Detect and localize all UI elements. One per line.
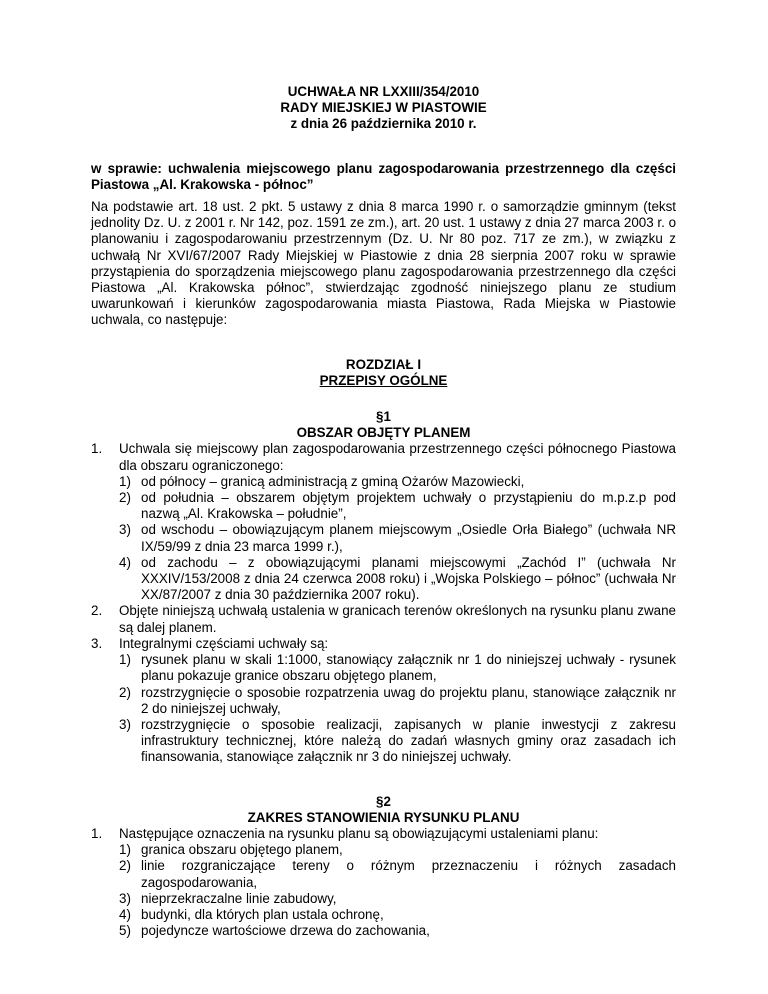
sub-list-item-text: od wschodu – obowiązującym planem miejscowym „Osiedle Orła Białego” (uchwała NR IX/59/99 z dnia 23 marca 1999 r.), <box>141 522 676 554</box>
chapter-heading <box>91 357 676 389</box>
sub-list-item-number: 1) <box>119 652 131 668</box>
sub-list-item <box>119 907 676 923</box>
resolution-date: z dnia 26 października 2010 r. <box>290 116 477 132</box>
sub-list <box>119 474 676 604</box>
section-2-number: §2 <box>376 793 391 809</box>
section-1-heading <box>91 409 676 441</box>
section-1-title: OBSZAR OBJĘTY PLANEM <box>296 425 471 441</box>
list-item <box>91 636 676 766</box>
list-item-number: 2. <box>91 603 103 619</box>
chapter-title: ROZDZIAŁ I <box>345 356 422 372</box>
sub-list-item-text: budynki, dla których plan ustala ochronę, <box>141 906 384 922</box>
sub-list-item-number: 2) <box>119 684 131 700</box>
sub-list-item <box>119 474 676 490</box>
sub-list-item-number: 1) <box>119 473 131 489</box>
sub-list-item-text: rysunek planu w skali 1:1000, stanowiący załącznik nr 1 do niniejszej uchwały - rysunek planu pokazuje granice obszaru objętego planem, <box>141 652 676 684</box>
sub-list-item-text: od północy – granicą administracją z gminą Ożarów Mazowiecki, <box>141 473 525 489</box>
sub-list-item <box>119 923 676 939</box>
sub-list-item-number: 4) <box>119 906 131 922</box>
sub-list-item-text: linie rozgraniczające tereny o różnym przeznaczeniu i różnych zasadach zagospodarowania, <box>141 858 676 890</box>
sub-list-item <box>119 717 676 766</box>
sub-list-item-text: rozstrzygnięcie o sposobie realizacji, zapisanych w planie inwestycji z zakresu infrastruktury technicznej, które należą do zadań własnych gminy oraz zasadach ich finansowania, stanowiące załącznik nr 3 do niniejszej uchwały. <box>141 716 676 765</box>
resolution-subject: w sprawie: uchwalenia miejscowego planu zagospodarowania przestrzennego dla części Piastowa „Al. Krakowska - północ” <box>91 160 676 192</box>
section-1-number: §1 <box>376 409 391 425</box>
resolution-header <box>91 84 676 133</box>
sub-list-item-text: granica obszaru objętego planem, <box>141 842 343 858</box>
sub-list-item-number: 1) <box>119 842 131 858</box>
sub-list-item <box>119 891 676 907</box>
sub-list-item <box>119 652 676 684</box>
preamble: Na podstawie art. 18 ust. 2 pkt. 5 ustawy z dnia 8 marca 1990 r. o samorządzie gminnym (tekst jednolity Dz. U. z 2001 r. Nr 142, poz. 1591 ze zm.), art. 20 ust. 1 ustawy z dnia 27 marca 2003 r. o planowaniu i zagospodarowaniu przestrzennym (Dz. U. Nr 80 poz. 717 ze zm.), w związku z uchwałą Nr XVI/67/2007 Rady Miejskiej w Piastowie z dnia 28 sierpnia 2007 roku w sprawie przystąpienia do sporządzenia miejscowego planu zagospodarowania przestrzennego dla części Piastowa „Al. Krakowska północ”, stwierdzając zgodność niniejszego planu ze studium uwarunkowań i kierunków zagospodarowania miasta Piastowa, Rada Miejska w Piastowie uchwala, co następuje: <box>91 199 677 328</box>
list-item-text: Następujące oznaczenia na rysunku planu są obowiązującymi ustaleniami planu: <box>119 825 599 841</box>
section-2-list <box>91 826 676 939</box>
sub-list-item <box>119 522 676 554</box>
council-name: RADY MIEJSKIEJ W PIASTOWIE <box>280 100 487 116</box>
sub-list-item <box>119 842 676 858</box>
section-2-heading <box>91 794 676 826</box>
sub-list-item <box>119 490 676 522</box>
list-item <box>91 603 676 635</box>
sub-list-item-text: nieprzekraczalne linie zabudowy, <box>141 890 337 906</box>
section-2-title: ZAKRES STANOWIENIA RYSUNKU PLANU <box>247 809 520 825</box>
sub-list-item-number: 3) <box>119 890 131 906</box>
sub-list-item-number: 3) <box>119 716 131 732</box>
sub-list <box>119 842 676 939</box>
sub-list-item-number: 2) <box>119 858 131 874</box>
list-item-text: Uchwala się miejscowy plan zagospodarowania przestrzennego części północnego Piastowa dla obszaru ograniczonego: <box>119 441 676 473</box>
list-item-number: 1. <box>91 825 103 841</box>
list-item <box>91 826 676 939</box>
list-item-number: 1. <box>91 441 103 457</box>
sub-list-item-number: 2) <box>119 490 131 506</box>
sub-list-item-text: rozstrzygnięcie o sposobie rozpatrzenia uwag do projektu planu, stanowiące załącznik nr 2 do niniejszej uchwały, <box>141 684 676 716</box>
sub-list-item-number: 5) <box>119 923 131 939</box>
sub-list-item-number: 4) <box>119 554 131 570</box>
document-page <box>91 84 676 939</box>
sub-list-item-text: od południa – obszarem objętym projektem uchwały o przystąpieniu do m.p.z.p pod nazwą „Al. Krakowska – południe”, <box>141 490 676 522</box>
list-item-text: Integralnymi częściami uchwały są: <box>119 635 329 651</box>
sub-list-item <box>119 858 676 890</box>
sub-list-item-text: pojedyncze wartościowe drzewa do zachowania, <box>141 923 430 939</box>
chapter-subtitle: PRZEPISY OGÓLNE <box>319 372 448 388</box>
list-item-text: Objęte niniejszą uchwałą ustalenia w granicach terenów określonych na rysunku planu zwane są dalej planem. <box>119 603 676 635</box>
list-item <box>91 441 676 603</box>
section-1-list <box>91 441 676 765</box>
sub-list-item <box>119 555 676 604</box>
list-item-number: 3. <box>91 635 103 651</box>
sub-list-item-text: od zachodu – z obowiązującymi planami miejscowymi „Zachód I” (uchwała Nr XXXIV/153/2008 z dnia 24 czerwca 2008 roku) i „Wojska Polskiego – północ” (uchwała Nr XX/87/2007 z dnia 30 października 2007 roku). <box>141 554 676 603</box>
resolution-number: UCHWAŁA NR LXXIII/354/2010 <box>287 84 480 99</box>
sub-list-item-number: 3) <box>119 522 131 538</box>
sub-list-item <box>119 685 676 717</box>
sub-list <box>119 652 676 765</box>
